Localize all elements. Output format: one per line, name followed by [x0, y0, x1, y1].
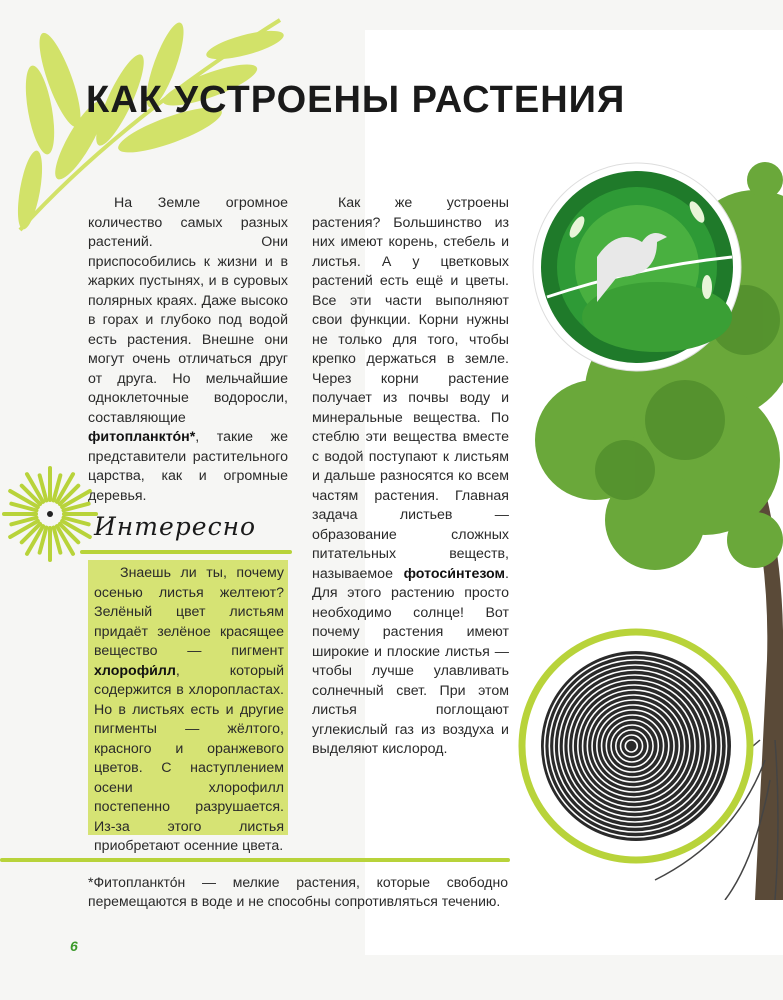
callout-text: Знаешь ли ты, почему осенью листья желтеют? Зелёный цвет листьям придаёт зелёное красящее вещество — пигмент [94, 565, 284, 659]
intro-text: На Земле огромное количество самых разных растений. Они приспособились к жизни и в жарких пустынях, и в суровых полярных краях. Даже высоко в горах и глубоко под водой есть растения. Внешне они могут очень отличаться друг от друга. Но мельчайшие одноклеточные водоросли, составляющие [88, 195, 288, 426]
tree-rings-illustration [518, 628, 754, 864]
term-phytoplankton: фитопланкто́н* [88, 429, 196, 445]
footnote-divider [0, 858, 510, 862]
callout-divider [80, 550, 292, 554]
page-title: КАК УСТРОЕНЫ РАСТЕНИЯ [86, 79, 626, 121]
term-photosynthesis: фотоси́нтезом [403, 565, 506, 582]
page-number: 6 [70, 938, 78, 954]
structure-text-end: . Для этого растению просто необходимо солнце! Вот почему растения имеют широкие и плоские листья — чтобы лучше улавливать солнечный свет. При этом листья поглощают углекислый газ из воздуха и выделяют кислород. [312, 565, 509, 757]
forest-bird-illustration [530, 160, 745, 375]
callout-text-end: , который содержится в хлоропластах. Но в листьях есть и другие пигменты — жёлтого, красного и оранжевого цветов. С наступлением осени хлорофилл постепенно разрушается. Из-за этого листья приобретают осенние цвета. [94, 662, 284, 854]
structure-text: Как же устроены растения? Большинство из них имеют корень, стебель и листья. А у цветковых растений есть ещё и цветы. Все эти части выполняют свои функции. Корни нужны не только для того, чтобы крепко держаться в земле. Через корни растение получает из почвы воду и минеральные вещества. По стеблю эти вещества вместе с водой поступают к листьям и дальше разносятся ко всем частям растения. Главная задача листьев — образование сложных питательных веществ, называемое [312, 195, 509, 582]
footnote: *Фитопланкто́н — мелкие растения, которые свободно перемещаются в воде и не способны сопротивляться течению. [88, 874, 508, 909]
term-chlorophyll: хлорофи́лл [94, 662, 176, 679]
intro-text-end: , такие же представители растительного царства, как и огромные деревья. [88, 429, 288, 504]
intro-column [88, 194, 288, 506]
callout-text-block [94, 564, 284, 857]
callout-heading: Интересно [94, 512, 257, 541]
structure-column [312, 194, 509, 760]
